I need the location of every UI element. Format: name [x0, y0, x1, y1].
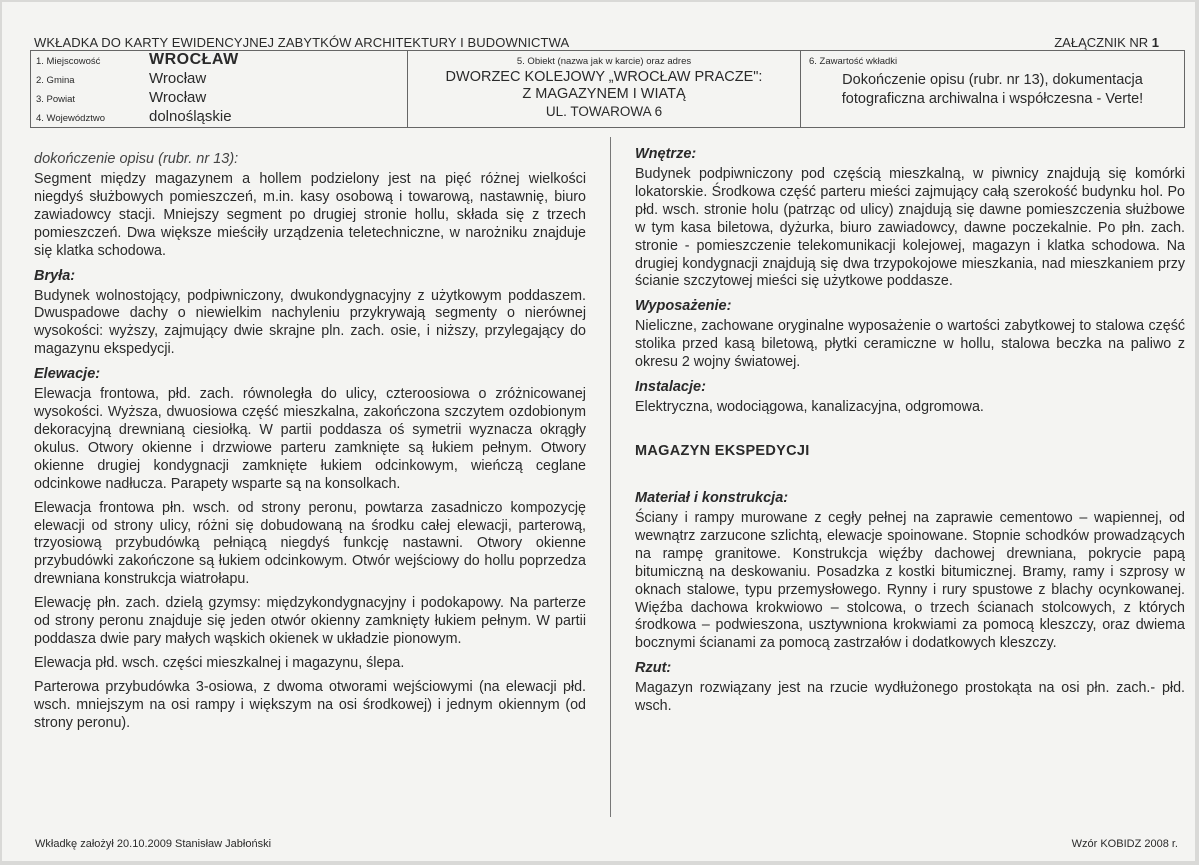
- object-line: Z MAGAZYNEM I WIATĄ: [522, 86, 686, 102]
- document-sheet: [2, 2, 1195, 861]
- gmina-value: Wrocław: [149, 70, 207, 87]
- intro-paragraph: Segment między magazynem a hollem podzielony jest na pięć różnej wielkości niegdyś służbowych pomieszczeń, m.in. kasy osobową i towarową, nastawnię, biuro zawiadowcy stacji. Mniejszy segment po drugiej stronie hollu, składa się z trzech pomieszczeń. Dwa większe mieściły urządzenia teletechniczne, w narożniku znajduje się klatka schodowa.: [34, 171, 586, 259]
- powiat-label: 3. Powiat: [36, 94, 76, 105]
- object-column: [408, 51, 801, 127]
- left-column: [34, 150, 586, 738]
- rzut-paragraph: Magazyn rozwiązany jest na rzucie wydłużonego prostokąta na osi płn. zach.- płd. wsch.: [635, 680, 1185, 715]
- wyposazenie-paragraph: Nieliczne, zachowane oryginalne wyposażenie o wartości zabytkowej to stalowa część stolika przed kasą biletową, płytki ceramiczne w hollu, stalowa beczka na paliwo z okresu 2 wojny światowej.: [635, 318, 1185, 371]
- content-label: 6. Zawartość wkładki: [809, 56, 898, 67]
- header-table: [30, 50, 1185, 128]
- annex-number: 1: [1151, 35, 1159, 50]
- material-paragraph: Ściany i rampy murowane z cegły pełnej na zaprawie cementowo – wapiennej, od wewnątrz zarzucone szlichtą, elewacje spoinowane. Stopnie schodków prowadzących na rampę granitowe. Konstrukcja więźby dachowej drewniana, pokrycie papą bitumiczną na deskowaniu. Posadzka z kostki bitumicznej. Bramy, ramy i szprosy w oknach stalowe, typu przemysłowego. Rynny i rury spustowe z blachy ocynkowanej. Więźba dachowa krokwiowo – stolcowa, o trzech ścianach stolcowych, z których środkowa – podwieszona, usztywniona krokwiami za pomocą kleszczy, oraz dwiema bocznymi ścianami za pomocą zastrzałów i dodatkowych kleszczy.: [635, 509, 1185, 652]
- elewacje-paragraph: Elewacja frontowa płn. wsch. od strony peronu, powtarza zasadniczo kompozycję elewacji od strony ulicy, różni się dobudowaną na środku całej elewacji, parterową, trzyosiową przybudówką pełniącą niegdyś funkcję nastawni. Otwory okienne przybudówki zakończone są łukiem odcinkowym. Otwór wejściowy do hollu poprzedza drewniana konstrukcja wiatrołapu.: [34, 499, 586, 588]
- footer-author: Wkładkę założył 20.10.2009 Stanisław Jabłoński: [35, 838, 272, 850]
- annex-label-text: ZAŁĄCZNIK NR: [1054, 35, 1149, 50]
- wojewodztwo-row: [31, 108, 407, 127]
- content-line: fotograficzna archiwalna i współczesna - Verte!: [841, 91, 1144, 107]
- right-column: [635, 145, 1185, 722]
- content-description: [801, 71, 1184, 109]
- location-label: 1. Miejscowość: [36, 56, 101, 67]
- object-label: 5. Obiekt (nazwa jak w karcie) oraz adres: [516, 56, 692, 67]
- elewacje-heading: Elewacje:: [34, 366, 101, 383]
- location-row: [31, 51, 407, 70]
- wojewodztwo-label: 4. Województwo: [36, 113, 105, 124]
- continuation-lead: dokończenie opisu (rubr. nr 13):: [34, 151, 239, 167]
- instalacje-heading: Instalacje:: [635, 379, 706, 396]
- footer-template: Wzór KOBIDZ 2008 r.: [1071, 838, 1178, 850]
- rzut-heading: Rzut:: [635, 660, 672, 677]
- wojewodztwo-value: dolnośląskie: [149, 108, 232, 125]
- gmina-label: 2. Gmina: [36, 75, 75, 86]
- material-heading: Materiał i konstrukcja:: [635, 489, 789, 506]
- object-name: [408, 69, 800, 120]
- wyposazenie-heading: Wyposażenie:: [635, 298, 732, 315]
- content-line: Dokończenie opisu (rubr. nr 13), dokumentacja: [842, 72, 1143, 88]
- gmina-row: [31, 70, 407, 89]
- elewacje-paragraph: Elewację płn. zach. dzielą gzymsy: międzykondygnacyjny i podokapowy. Na parterze od strony peronu znajduje się jeden otwór okienny zamknięty łukiem pełnym. W partii poddasza dwie pary małych wąskich okienek w układzie pionowym.: [34, 595, 586, 647]
- powiat-row: [31, 89, 407, 108]
- elewacje-paragraph: Elewacja płd. wsch. części mieszkalnej i magazynu, ślepa.: [34, 654, 405, 671]
- powiat-value: Wrocław: [149, 89, 207, 106]
- annex-label: [1054, 35, 1159, 50]
- column-divider: [610, 137, 611, 817]
- bryla-paragraph: Budynek wolnostojący, podpiwniczony, dwukondygnacyjny z użytkowym poddaszem. Dwuspadowe dachy o niewielkim nachyleniu przykrywają segmenty o nierównej wysokości: wyższy, zajmujący dwie skrajne pln. zach. osie, i niższy, przylegający do magazynu ekspedycji.: [34, 287, 586, 358]
- elewacje-paragraph: Parterowa przybudówka 3-osiowa, z dwoma otworami wejściowymi (na elewacji płd. wsch. mniejszym na osi rampy i większym na osi środkowej) i jednym okiennym (od strony peronu).: [34, 678, 586, 731]
- form-title: WKŁADKA DO KARTY EWIDENCYJNEJ ZABYTKÓW ARCHITEKTURY I BUDOWNICTWA: [34, 35, 570, 50]
- instalacje-paragraph: Elektryczna, wodociągowa, kanalizacyjna, odgromowa.: [635, 399, 984, 416]
- wnetrze-heading: Wnętrze:: [635, 146, 697, 162]
- object-line: UL. TOWAROWA 6: [545, 104, 663, 119]
- location-column: [31, 51, 408, 127]
- object-line: DWORZEC KOLEJOWY „WROCŁAW PRACZE":: [445, 69, 763, 85]
- magazyn-section-title: MAGAZYN EKSPEDYCJI: [635, 442, 810, 459]
- location-value: WROCŁAW: [149, 51, 239, 68]
- content-column: [801, 51, 1184, 127]
- wnetrze-paragraph: Budynek podpiwniczony pod częścią mieszkalną, w piwnicy znajdują się komórki lokatorskie. Środkowa część parteru mieści zajmujący całą szerokość budynku hol. Po płd. wsch. stronie holu (patrząc od ulicy) znajdują się dawne pomieszczenia służbowe w tym kasa biletowa, dyżurka, biuro zawiadowcy, dawne poczekalnie. Po płn. zach. stronie - pomieszczenie telekomunikacji kolejowej, magazyn i klatka schodowa. Na drugiej kondygnacji znajdują się dwa trzypokojowe mieszkania, nad mieszkaniem przy ścianie szczytowej mieści się użytkowe poddasze.: [635, 166, 1185, 290]
- elewacje-paragraph: Elewacja frontowa, płd. zach. równoległa do ulicy, czteroosiowa o zróżnicowanej wysokości. Wyższa, dwuosiowa część mieszkalna, zakończona szczytem ozdobionym dekoracyjną drewnianą ciesiołką. W partii poddasza oś symetrii wyznacza okrągły okulus. Otwory okienne i drzwiowe parteru zamknięte są łukiem pełnym. Otwory okienne drugiej kondygnacji zamknięte łukiem odcinkowym, wieńczą ceglane odcinkowe nadłucza. Parapety wsparte są na konsolkach.: [34, 386, 586, 492]
- bryla-heading: Bryła:: [34, 267, 76, 284]
